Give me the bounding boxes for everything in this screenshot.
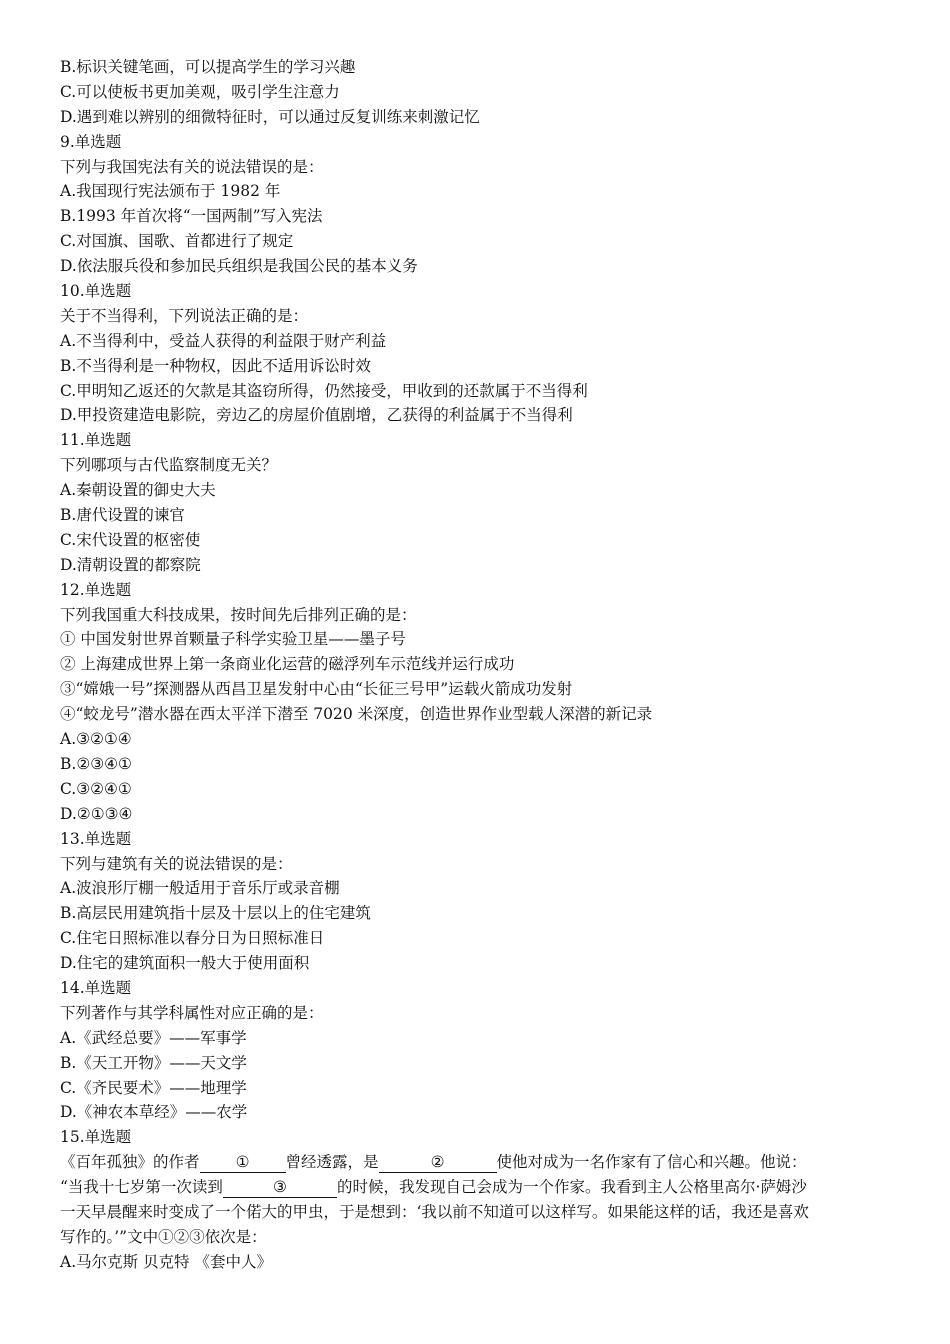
- text-line: 13.单选题: [60, 829, 132, 848]
- text-line: A.不当得利中，受益人获得的利益限于财产利益: [60, 331, 387, 350]
- text-line: ③“嫦娥一号”探测器从西昌卫星发射中心由“长征三号甲”运载火箭成功发射: [60, 680, 573, 699]
- text-line: D.《神农本草经》——农学: [60, 1103, 248, 1122]
- text-line: A.《武经总要》——军事学: [60, 1028, 247, 1047]
- q15-line-2: [60, 1175, 895, 1200]
- text-line: 下列著作与其学科属性对应正确的是：: [60, 1003, 324, 1022]
- text-line: C.住宅日照标准以春分日为日照标准日: [60, 929, 325, 948]
- text-line: D.②①③④: [60, 804, 133, 823]
- text-line: C.《齐民要术》——地理学: [60, 1078, 247, 1097]
- text-line: B.《天工开物》——天文学: [60, 1053, 247, 1072]
- q15-line-3: 一天早晨醒来时变成了一个偌大的甲虫，于是想到：‘我以前不知道可以这样写。如果能这样的话，我还是喜欢: [60, 1202, 809, 1221]
- text-line: D.遇到难以辨别的细微特征时，可以通过反复训练来刺激记忆: [60, 107, 480, 126]
- text-line: 11.单选题: [60, 431, 132, 450]
- text-line: 下列我国重大科技成果，按时间先后排列正确的是：: [60, 605, 417, 624]
- q15-line-1: [60, 1150, 895, 1175]
- q15-text: 使他对成为一名作家有了信心和兴趣。他说：: [496, 1153, 807, 1172]
- text-line: 12.单选题: [60, 580, 132, 599]
- text-line: 下列与建筑有关的说法错误的是：: [60, 854, 293, 873]
- text-line: B.②③④①: [60, 754, 132, 773]
- text-line: C.可以使板书更加美观，吸引学生注意力: [60, 82, 340, 101]
- text-line: D.清朝设置的都察院: [60, 555, 201, 574]
- fill-blank-1: ①: [200, 1152, 286, 1173]
- text-line: 下列与我国宪法有关的说法错误的是：: [60, 157, 324, 176]
- text-line: C.宋代设置的枢密使: [60, 530, 201, 549]
- text-line: ① 中国发射世界首颗量子科学实验卫星——墨子号: [60, 630, 406, 649]
- q15-text: “当我十七岁第一次读到: [60, 1178, 223, 1197]
- text-line: B.标识关键笔画，可以提高学生的学习兴趣: [60, 58, 356, 76]
- text-line: ② 上海建成世界上第一条商业化运营的磁浮列车示范线并运行成功: [60, 655, 515, 674]
- fill-blank-2: ②: [379, 1152, 497, 1173]
- q15-text: 《百年孤独》的作者: [60, 1153, 200, 1172]
- text-line: A.③②①④: [60, 730, 132, 749]
- text-line: B.高层民用建筑指十层及十层以上的住宅建筑: [60, 904, 371, 923]
- text-line: C.③②④①: [60, 779, 132, 798]
- text-line: C.对国旗、国歌、首都进行了规定: [60, 232, 294, 251]
- text-line: 15.单选题: [60, 1128, 132, 1147]
- text-line: 下列哪项与古代监察制度无关？: [60, 456, 278, 475]
- text-line: 14.单选题: [60, 978, 132, 997]
- text-line: D.依法服兵役和参加民兵组织是我国公民的基本义务: [60, 257, 418, 276]
- q15-text: 的时候，我发现自己会成为一个作家。我看到主人公格里高尔·萨姆沙: [336, 1178, 807, 1197]
- question-15-stem: [60, 1150, 895, 1274]
- text-line: D.住宅的建筑面积一般大于使用面积: [60, 954, 310, 973]
- text-line: 9.单选题: [60, 132, 122, 151]
- text-line: C.甲明知乙返还的欠款是其盗窃所得，仍然接受，甲收到的还款属于不当得利: [60, 381, 588, 400]
- text-line: B.唐代设置的谏官: [60, 506, 185, 525]
- text-line: 关于不当得利，下列说法正确的是：: [60, 306, 309, 325]
- text-line: D.甲投资建造电影院，旁边乙的房屋价值剧增，乙获得的利益属于不当得利: [60, 406, 573, 425]
- q15-option-a: A.马尔克斯 贝克特 《套中人》: [60, 1252, 272, 1271]
- text-line: ④“蛟龙号”潜水器在西太平洋下潜至 7020 米深度，创造世界作业型载人深潜的新记录: [60, 705, 653, 724]
- text-line: A.波浪形厅棚一般适用于音乐厅或录音棚: [60, 879, 340, 898]
- question-lines: [60, 55, 895, 1150]
- text-line: B.不当得利是一种物权，因此不适用诉讼时效: [60, 356, 371, 375]
- fill-blank-3: ③: [223, 1177, 337, 1198]
- text-line: 10.单选题: [60, 282, 132, 301]
- text-line: B.1993 年首次将“一国两制”写入宪法: [60, 207, 323, 226]
- text-line: A.我国现行宪法颁布于 1982 年: [60, 182, 281, 201]
- q15-line-4: 写作的。’”文中①②③依次是：: [60, 1227, 267, 1246]
- q15-text: 曾经透露，是: [285, 1153, 379, 1172]
- text-line: A.秦朝设置的御史大夫: [60, 481, 216, 500]
